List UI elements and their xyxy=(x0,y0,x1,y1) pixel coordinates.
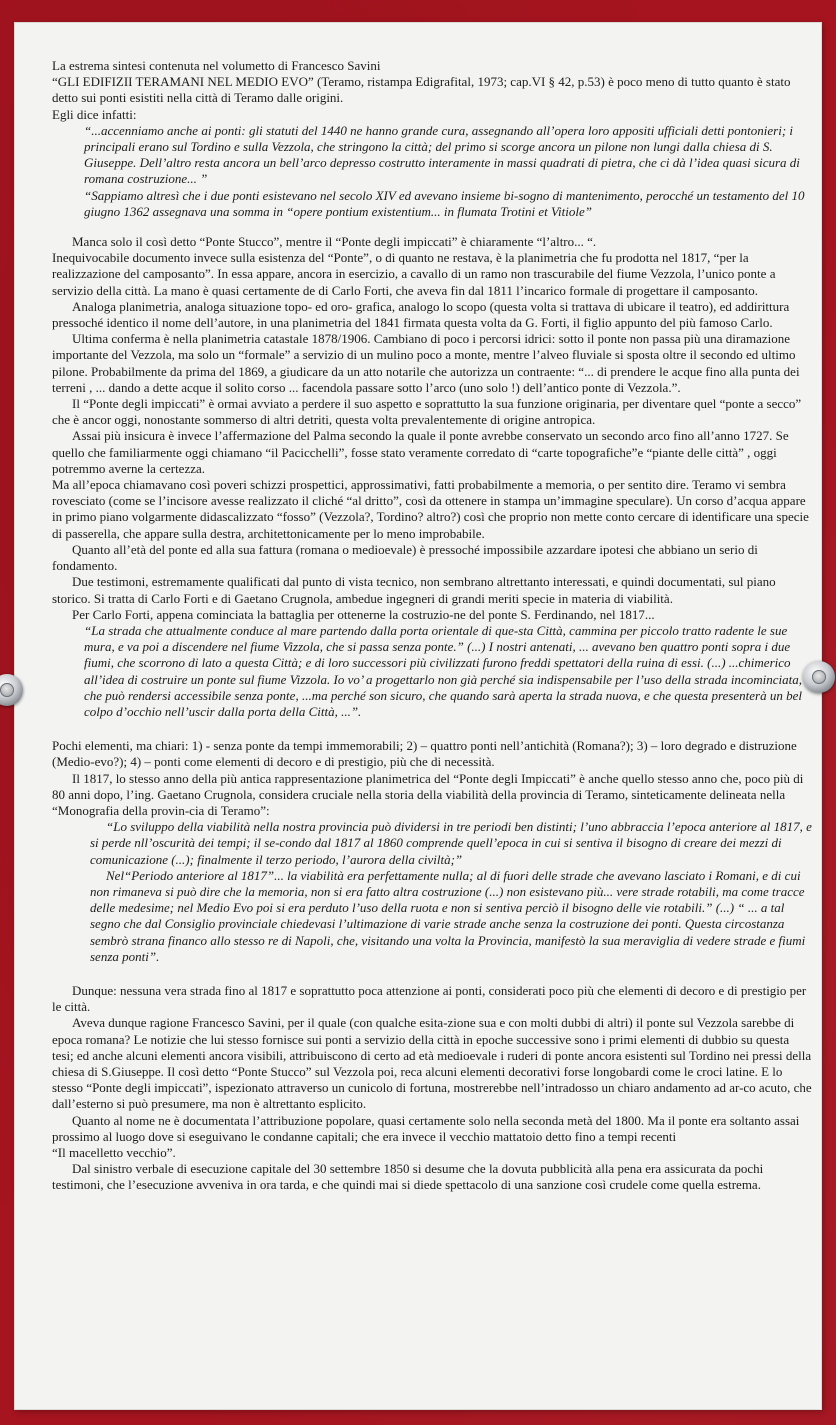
text-paragraph: Dunque: nessuna vera strada fino al 1817 e soprattutto poca attenzione ai ponti, considerati poco più che elementi di decoro e di prestigio per le città. xyxy=(52,982,807,1015)
text-paragraph: Quanto al nome ne è documentata l’attribuzione popolare, quasi certamente solo nella seconda metà del 1800. Ma il ponte era soltanto assai prossimo al luogo dove si eseguivano le condanne capitali; che era invece il vecchio mattatoio detto fino a tempi recenti xyxy=(52,1112,800,1144)
quotation-paragraph: “Sappiamo altresì che i due ponti esistevano nel secolo XIV ed avevano insieme bi-sogno di mantenimento, perocché un testamento del 10 giugno 1362 assegnava una somma in “opere pontium existentium... in flumata Trotini et Vitiole” xyxy=(84,187,805,219)
text-paragraph: Quanto all’età del ponte ed alla sua fattura (romana o medioevale) è pressoché impossibile azzardare ipotesi che abbiano un serio di fondamento. xyxy=(52,541,758,574)
text-paragraph: Manca solo il così detto “Ponte Stucco”, mentre il “Ponte degli impiccati” è chiaramente “l’altro... “. xyxy=(72,234,597,250)
text-paragraph: Inequivocabile documento invece sulla esistenza del “Ponte”, o di quanto ne restava, è la planimetria che fu prodotta nel 1817, “per la realizzazione del camposanto”. In essa appare, ancora in esercizio, a cavallo di un ramo non trascurabile del fiume Vezzola, l’unico ponte a servizio della città. La mano è quasi certamente de di Carlo Forti, che aveva fin dal 1811 l’incarico formale di progettare il camposanto. xyxy=(52,250,776,298)
text-paragraph: Il 1817, lo stesso anno della più antica rappresentazione planimetrica del “Ponte degli Impiccati” è anche quello stesso anno che, poco più di 80 anni dopo, l’ing. Gaetano Crugnola, considera cruciale nella storia della viabilità della provincia di Teramo, sinteticamente delineata nella “Monografia della provin-cia di Teramo”: xyxy=(52,770,804,818)
paragraph-spacer xyxy=(52,720,812,738)
quotation-paragraph: Nel“Periodo anteriore al 1817”... la viabilità era perfettamente nulla; al di fuori delle strade che avevano lasciato i Romani, e di cui non rimaneva si può dire che la memoria, non si era fatto altra costruzione (...) non esistevano più... vere strade rotabili, ma come tracce delle medesime; nel Medio Evo poi si era perduto l’uso della ruota e non si sentiva perciò il bisogno delle vie rotabili.” (...) “ ... a tal segno che dal Consiglio provinciale chiedevasi l’ultimazione di varie strade anche senza la costruzione dei ponti. Questa circostanza sembrò strana financo allo stesso re di Napoli, che, visitando una volta la Provincia, manifestò la sua meraviglia di vedere strade e fiumi senza ponti”. xyxy=(90,867,806,964)
information-panel xyxy=(14,22,822,1410)
text-paragraph: Analoga planimetria, analoga situazione topo- ed oro- grafica, analogo lo scopo (questa volta si trattava di ubicare il teatro), ed addirittura pressoché identico il nome dell’autore, in una planimetria del 1841 firmata questa volta da G. Forti, il figlio appunto del più famoso Carlo. xyxy=(52,298,790,331)
text-paragraph: Aveva dunque ragione Francesco Savini, per il quale (con qualche esita-zione sua e con molti dubbi di altri) il ponte sul Vezzola sarebbe di epoca romana? Le notizie che lui stesso fornisce sui ponti a servizio della città in epoche successive sono i primi elementi di dubbio su questa tesi; ed anche alcuni elementi ancora visibili, attribuiscono di certo ad età medioevale i ruderi di ponte ancora esistenti sul Tordino nei pressi della chiesa di S.Giuseppe. Il così detto “Ponte Stucco” sul Vezzola poi, reca alcuni elementi decorativi forse longobardi come le croci latine. E lo stesso “Ponte degli impiccati”, ispezionato attraverso un cunicolo di fortuna, mostrerebbe nell’intradosso un chiaro andamento ad ar-co acuto, che dall’esterno si può presumere, ma non è altrettanto esplicito. xyxy=(52,1015,812,1112)
quotation-paragraph: “Lo sviluppo della viabilità nella nostra provincia può dividersi in tre periodi ben distinti; l’uno abbraccia l’epoca anteriore al 1817, e si perde nll’oscurità dei tempi; il se-condo dal 1817 al 1860 comprende quell’epoca in cui si sentiva il bisogno di creare dei mezzi di comunicazione (...); finalmente il terzo periodo, l’aurora della civiltà;” xyxy=(90,819,812,867)
text-paragraph: Per Carlo Forti, appena cominciata la battaglia per ottenerne la costruzio-ne del ponte S. Ferdinando, nel 1817... xyxy=(72,606,655,622)
text-paragraph: “Il macelletto vecchio”. xyxy=(52,1145,176,1160)
quotation-paragraph: “...accenniamo anche ai ponti: gli statuti del 1440 ne hanno grande cura, assegnando all’opera loro appositi ufficiali detti pontonieri; i principali erano sul Tordino e sulla Vezzola, che stringono la città; del primo si scorge ancora un pilone non lungi dalla chiesa di S. Giuseppe. Dell’altro resta ancora un bell’arco depresso costrutto interamente in massi quadrati di pietra, che ci dà l’idea quasi sicura di romana costruzione... ” xyxy=(84,122,800,187)
text-paragraph: Pochi elementi, ma chiari: 1) - senza ponte da tempi immemorabili; 2) – quattro ponti nell’antichità (Romana?); 3) – loro degrado e distruzione (Medio-evo?); 4) – ponti come elementi di decoro e di prestigio, più che di necessità. xyxy=(52,738,797,770)
text-paragraph: Assai più insicura è invece l’affermazione del Palma secondo la quale il ponte avrebbe conservato un secondo arco fino all’anno 1727. Se quello che familiarmente oggi chiamano “il Pacicchelli”, fosse stato veramente corredato di “carte topografiche”e “piante delle città” , oggi potremmo averne la certezza. xyxy=(52,428,789,476)
paragraph-spacer xyxy=(52,220,812,234)
text-paragraph: La estrema sintesi contenuta nel volumetto di Francesco Savini xyxy=(52,58,381,73)
text-paragraph: Ma all’epoca chiamavano così poveri schizzi prospettici, approssimativi, fatti probabilmente a memoria, o per sentito dire. Teramo vi sembra rovesciato (come se l’incisore avesse realizzato il cliché “al dritto”, così da ottenere in stampa un’immagine speculare). Un corso d’acqua appare in primo piano volgarmente didascalizzato “fosso” (Vezzola?, Tordino? altro?) così che proprio non mette conto cercare di identificare una specie di passerella, che appare sulla destra, architettonicamente per lo meno improbabile. xyxy=(52,477,809,541)
text-paragraph: Dal sinistro verbale di esecuzione capitale del 30 settembre 1850 si desume che la dovuta pubblicità alla pena era assicurata da pochi testimoni, che l’esecuzione avveniva in ora tarda, e che quindi mai si diede spettacolo di una sanzione così crudele come quella estrema. xyxy=(52,1161,764,1193)
quotation-paragraph: “La strada che attualmente conduce al mare partendo dalla porta orientale di que-sta Città, cammina per piccolo tratto radente le sue mura, e va poi a discendere nel fiume Vizzola, che si passa senza ponte.” (...) I nostri antenati, ... avevano ben quattro ponti sopra i due fiumi, che scorrono di lato a questa Città; e di loro successori più civilizzati furono freddi spettatori della ruina di essi. (...) ...chimerico all’idea di costruire un ponte sul fiume Vizzola. Io vo’ a progettarlo non già perché sia indispensabile per l’uso della strada incominciata, che può rendersi accessibile senza ponte, ...ma perché son sicuro, che quando sarà aperta la strada nuova, e che questa presenterà un bel colpo d’occhio nell’uscir dalla porta della Città, ...”. xyxy=(84,622,803,719)
paragraph-spacer xyxy=(52,965,812,983)
text-paragraph: Due testimoni, estremamente qualificati dal punto di vista tecnico, non sembrano altrettanto interessati, e quindi documentati, sul piano storico. Si tratta di Carlo Forti e di Gaetano Crugnola, ambedue ingegneri di grandi meriti specie in materia di viabilità. xyxy=(52,574,776,606)
mounting-bolt-icon xyxy=(803,661,835,693)
text-paragraph: “GLI EDIFIZII TERAMANI NEL MEDIO EVO” (Teramo, ristampa Edigrafital, 1973; cap.VI § 42, p.53) è poco meno di tutto quanto è stato detto sui ponti esistiti nella città di Teramo dalle origini. xyxy=(52,74,791,106)
panel-text xyxy=(52,58,812,1194)
text-paragraph: Ultima conferma è nella planimetria catastale 1878/1906. Cambiano di poco i percorsi idrici: sotto il ponte non passa più una diramazione importante del Vezzola, ma solo un “formale” a servizio di un mulino poco a monte, mentre l’alveo fluviale si sposta oltre il secondo ed ultimo pilone. Probabilmente da prima del 1869, a giudicare da un atto notarile che autorizza un contraente: “... di prendere le acque fino alla punta dei terreni , ... dando a dette acque il solito corso ... facendola passare sotto l’arco (uno solo !) dell’antico ponte di Vezzola.”. xyxy=(52,331,800,395)
text-paragraph: Egli dice infatti: xyxy=(52,106,137,122)
text-paragraph: Il “Ponte degli impiccati” è ormai avviato a perdere il suo aspetto e soprattutto la sua funzione originaria, per diventare quel “ponte a secco” che è ancor oggi, nonostante sommerso di altri detriti, questa volta prevalentemente di origine antropica. xyxy=(52,396,802,428)
